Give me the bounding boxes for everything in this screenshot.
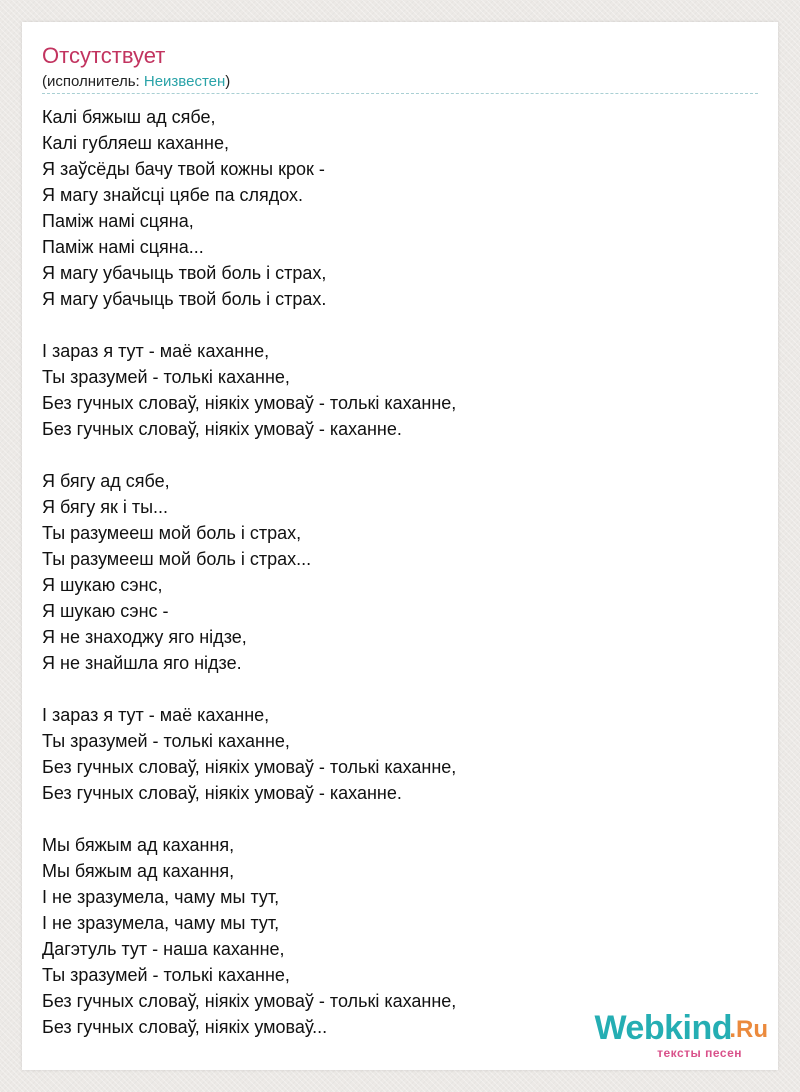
lyric-line: Ты зразумей - толькі каханне,: [42, 367, 290, 387]
lyric-line: Я магу убачыць твой боль і страх,: [42, 263, 327, 283]
lyric-line: І не зразумела, чаму мы тут,: [42, 887, 280, 907]
lyric-line: Я магу убачыць твой боль і страх.: [42, 289, 327, 309]
lyric-line: Я бягу ад сябе,: [42, 471, 170, 491]
lyric-line: Без гучных словаў, ніякіх умоваў - толькі каханне,: [42, 393, 457, 413]
lyric-line: І зараз я тут - маё каханне,: [42, 341, 270, 361]
lyric-line: Паміж намі сцяна...: [42, 237, 204, 257]
lyrics-stanza: [42, 702, 742, 806]
lyrics-stanza: [42, 338, 742, 442]
lyric-line: Паміж намі сцяна,: [42, 211, 194, 231]
lyric-line: Я заўсёды бачу твой кожны крок -: [42, 159, 325, 179]
lyric-line: І не зразумела, чаму мы тут,: [42, 913, 280, 933]
lyric-line: Без гучных словаў, ніякіх умоваў - каханне.: [42, 419, 402, 439]
lyric-line: Без гучных словаў, ніякіх умоваў - толькі каханне,: [42, 757, 457, 777]
artist-suffix: ): [225, 73, 231, 90]
lyric-line: Без гучных словаў, ніякіх умоваў - толькі каханне,: [42, 991, 457, 1011]
site-logo[interactable]: [582, 1010, 772, 1060]
lyric-line: Я бягу як і ты...: [42, 497, 169, 517]
lyric-line: Калі губляеш каханне,: [42, 133, 229, 153]
artist-prefix: (исполнитель:: [42, 73, 144, 90]
lyrics-body: [42, 104, 742, 1066]
lyric-line: Калі бяжыш ад сябе,: [42, 107, 216, 127]
logo-wordmark: Webkind: [594, 1009, 732, 1047]
lyric-line: Дагэтуль тут - наша каханне,: [42, 939, 285, 959]
title-divider: [42, 93, 758, 94]
lyric-line: Мы бяжым ад кахання,: [42, 861, 235, 881]
artist-line: [42, 72, 230, 92]
lyrics-card: [22, 22, 778, 1070]
song-title: Отсутствует: [42, 43, 166, 68]
lyric-line: Я магу знайсці цябе па слядох.: [42, 185, 304, 205]
lyric-line: Я не знайшла яго нідзе.: [42, 653, 242, 673]
lyric-line: Без гучных словаў, ніякіх умоваў...: [42, 1017, 328, 1037]
lyric-line: Ты зразумей - толькі каханне,: [42, 965, 290, 985]
artist-link[interactable]: Неизвестен: [143, 73, 226, 90]
lyric-line: Ты зразумей - толькі каханне,: [42, 731, 290, 751]
lyric-line: Я шукаю сэнс -: [42, 601, 169, 621]
lyric-line: Без гучных словаў, ніякіх умоваў - каханне.: [42, 783, 402, 803]
lyric-line: Я не знаходжу яго нідзе,: [42, 627, 247, 647]
lyrics-stanza: [42, 468, 742, 676]
lyric-line: І зараз я тут - маё каханне,: [42, 705, 270, 725]
lyrics-stanza: [42, 104, 742, 312]
lyric-line: Ты разумееш мой боль і страх...: [42, 549, 312, 569]
logo-tagline: тексты песен: [657, 1046, 742, 1060]
lyric-line: Я шукаю сэнс,: [42, 575, 163, 595]
logo-tld: .Ru: [729, 1016, 768, 1043]
lyric-line: Ты разумееш мой боль і страх,: [42, 523, 302, 543]
lyric-line: Мы бяжым ад кахання,: [42, 835, 235, 855]
